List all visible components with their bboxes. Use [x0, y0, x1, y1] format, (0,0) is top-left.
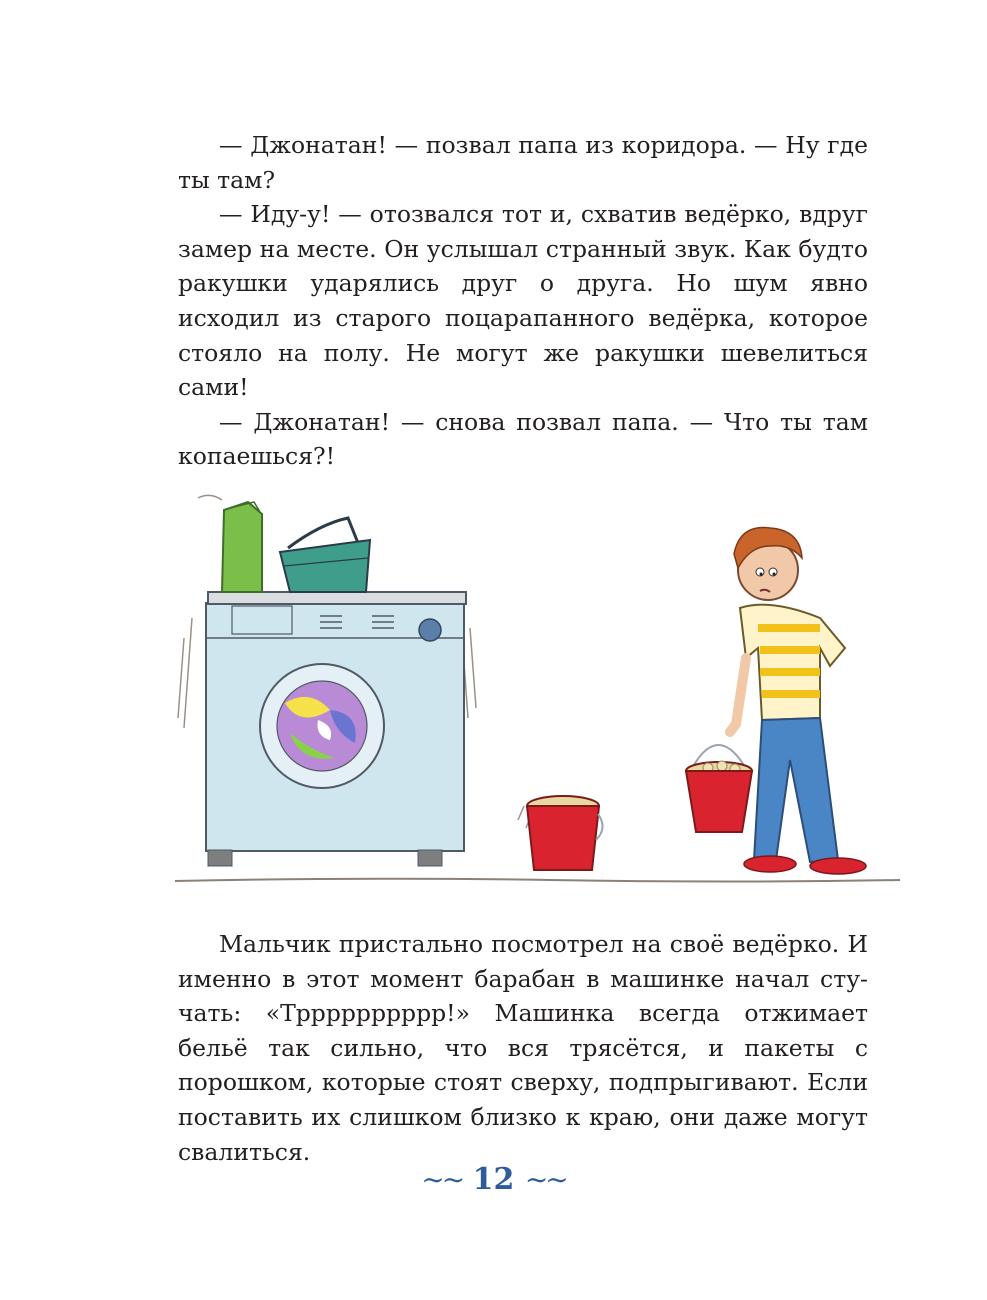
paragraph-2: — Иду-у! — отозвался тот и, схватив ведёрко, вдруг замер на месте. Он услышал странный звук. Как будто ракушки ударялись друг о друга. Но шум явно исходил из старого поцарапанного ведёрка, которое стояло на полу. Не могут же ракушки шевелиться сами! — [178, 200, 868, 402]
paragraph-3: — Джонатан! — снова позвал папа. — Что ты там копаешься?! — [178, 407, 868, 471]
page-number-value: 12 — [472, 1162, 515, 1197]
boy-icon — [730, 528, 866, 874]
washing-machine-illustration — [170, 488, 905, 888]
ornament-left: ∼∼ — [421, 1163, 463, 1196]
paragraph-4: Мальчик пристально посмотрел на своё ведёрко. И именно в этот момент барабан в машинке начал сту-чать: «Трррррррррр!» Машинка всегда отжимает бельё так сильно, что вся трясётся, и пакеты с порошком, которые стоят сверху, подпрыгивают. Если поставить их слишком близко к краю, они даже могут свалиться. — [178, 930, 868, 1166]
floor-line — [175, 879, 900, 882]
washing-machine-icon — [206, 592, 466, 866]
powder-box-icon — [222, 502, 262, 592]
held-bucket-icon — [686, 745, 752, 832]
page-number — [0, 1162, 987, 1197]
bottom-paragraphs — [178, 927, 868, 1169]
basket-icon — [280, 518, 370, 592]
top-paragraphs — [178, 128, 868, 474]
floor-bucket-icon — [527, 796, 603, 870]
ornament-right: ∼∼ — [524, 1163, 566, 1196]
paragraph-1: — Джонатан! — позвал папа из коридора. — Ну где ты там? — [178, 131, 868, 194]
